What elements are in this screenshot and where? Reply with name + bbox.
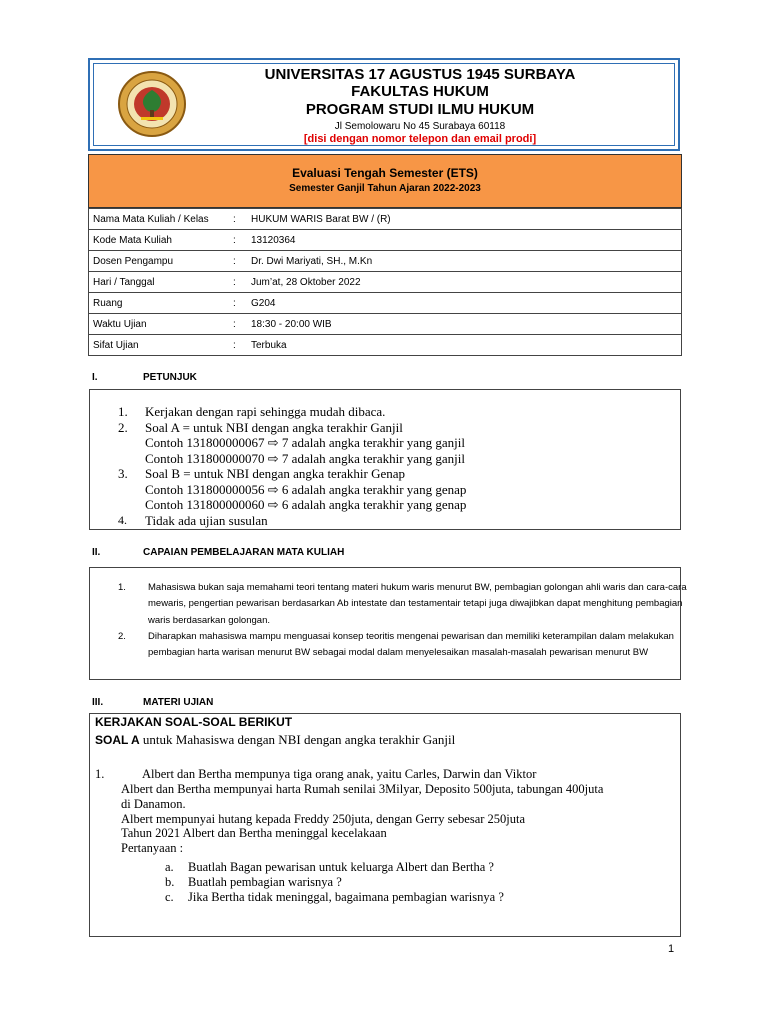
q1-line: Albert dan Bertha mempunya tiga orang anak, yaitu Carles, Darwin dan Viktor	[142, 767, 537, 781]
list-item	[165, 890, 645, 905]
list-item	[165, 860, 645, 875]
university-logo-icon	[117, 70, 187, 138]
faculty-name: FAKULTAS HUKUM	[351, 83, 489, 100]
q1-line: Albert dan Bertha mempunyai harta Rumah senilai 3Milyar, Deposito 500juta, tabungan 400juta	[121, 782, 604, 796]
question-list	[165, 860, 645, 904]
q1-line: di Danamon.	[121, 796, 186, 811]
item-text: Soal B = untuk NBI dengan angka terakhir Genap	[145, 466, 406, 481]
item-num: 1.	[118, 582, 126, 593]
list-item	[118, 451, 668, 467]
item-text: Buatlah Bagan pewarisan untuk keluarga Albert dan Bertha ?	[188, 860, 494, 874]
q1-line: Albert mempunyai hutang kepada Freddy 250juta, dengan Gerry sebesar 250juta	[121, 811, 526, 826]
university-name: UNIVERSITAS 17 AGUSTUS 1945 SURBAYA	[264, 66, 576, 83]
list-item	[118, 404, 668, 420]
exam-title-band	[88, 154, 682, 208]
exam-info-table	[88, 208, 682, 356]
item-text: Tidak ada ujian susulan	[145, 512, 268, 528]
program-name: PROGRAM STUDI ILMU HUKUM	[305, 101, 535, 118]
section-title: MATERI UJIAN	[143, 697, 214, 708]
q1-num: 1.	[95, 767, 105, 781]
info-sep: :	[233, 335, 247, 356]
item-text: Contoh 131800000056 ⇨ 6 adalah angka terakhir yang genap	[145, 481, 467, 497]
info-value: 18:30 - 20:00 WIB	[247, 314, 682, 335]
info-sep: :	[233, 209, 247, 230]
item-num: 3.	[118, 466, 128, 481]
item-text: Buatlah pembagian warisnya ?	[188, 874, 342, 889]
item-num: b.	[165, 874, 175, 889]
info-value: G204	[247, 293, 682, 314]
info-sep: :	[233, 272, 247, 293]
item-text: Contoh 131800000070 ⇨ 7 adalah angka terakhir yang ganjil	[145, 450, 465, 466]
materi-heading: KERJAKAN SOAL-SOAL BERIKUT	[95, 715, 293, 729]
item-text: Kerjakan dengan rapi sehingga mudah dibaca.	[145, 404, 386, 419]
item-num: 2.	[118, 419, 128, 435]
item-text: Soal A = untuk NBI dengan angka terakhir Ganjil	[145, 419, 403, 435]
section-title: PETUNJUK	[143, 372, 197, 383]
info-sep: :	[233, 314, 247, 335]
item-text: Jika Bertha tidak meninggal, bagaimana pembagian warisnya ?	[188, 889, 504, 904]
item-num: 2.	[118, 631, 126, 642]
info-label: Nama Mata Kuliah / Kelas	[89, 209, 234, 230]
info-value: HUKUM WARIS Barat BW / (R)	[247, 209, 682, 230]
info-label: Dosen Pengampu	[89, 251, 234, 272]
capaian-list	[118, 580, 687, 675]
section-title: CAPAIAN PEMBELAJARAN MATA KULIAH	[143, 547, 345, 558]
table-row	[89, 335, 682, 356]
page-number: 1	[668, 943, 675, 955]
table-row	[89, 251, 682, 272]
list-item	[118, 513, 668, 529]
list-item	[118, 497, 668, 513]
item-text: Mahasiswa bukan saja memahami teori tentang materi hukum waris menurut BW, pembagian golongan ahli waris dan cara-cara mewaris, pengertian pewarisan berdasarkan Ab intestate dan testamentair tetapi juga diwajibkan dapat menghitung pembagian waris berdasarkan golongan.	[148, 582, 687, 626]
soal-desc: untuk Mahasiswa dengan NBI dengan angka terakhir Ganjil	[139, 732, 456, 747]
item-text: Contoh 131800000060 ⇨ 6 adalah angka terakhir yang genap	[145, 497, 467, 512]
info-sep: :	[233, 251, 247, 272]
exam-subtitle: Semester Ganjil Tahun Ajaran 2022-2023	[289, 183, 481, 194]
section-number: I.	[92, 372, 98, 383]
info-sep: :	[233, 230, 247, 251]
list-item	[118, 466, 668, 482]
info-label: Waktu Ujian	[89, 314, 234, 335]
list-item	[165, 875, 645, 890]
table-row	[89, 209, 682, 230]
item-num: c.	[165, 889, 174, 904]
contact-note: [disi dengan nomor telepon dan email prodi]	[303, 133, 537, 145]
table-row	[89, 314, 682, 335]
info-sep: :	[233, 293, 247, 314]
item-num: 4.	[118, 512, 127, 527]
list-item	[118, 482, 668, 498]
soal-line	[95, 732, 455, 748]
list-item	[118, 435, 668, 451]
info-value: Dr. Dwi Mariyati, SH., M.Kn	[247, 251, 682, 272]
exam-title: Evaluasi Tengah Semester (ETS)	[292, 166, 478, 180]
info-label: Ruang	[89, 293, 234, 314]
petunjuk-list	[118, 404, 668, 528]
item-num: 1.	[118, 404, 128, 419]
table-row	[89, 230, 682, 251]
info-label: Sifat Ujian	[89, 335, 234, 356]
q1-line: Pertanyaan :	[121, 841, 184, 856]
item-text: Contoh 131800000067 ⇨ 7 adalah angka terakhir yang ganjil	[145, 435, 465, 450]
info-label: Hari / Tanggal	[89, 272, 234, 293]
table-row	[89, 272, 682, 293]
address: Jl Semolowaru No 45 Surabaya 60118	[334, 121, 506, 132]
info-label: Kode Mata Kuliah	[89, 230, 234, 251]
section-number: III.	[92, 697, 104, 708]
info-value: Jum’at, 28 Oktober 2022	[247, 272, 682, 293]
info-value: Terbuka	[247, 335, 682, 356]
soal-label: SOAL A	[95, 733, 140, 747]
item-num: a.	[165, 860, 174, 874]
table-row	[89, 293, 682, 314]
section-number: II.	[92, 547, 101, 558]
list-item	[118, 420, 668, 436]
info-value: 13120364	[247, 230, 682, 251]
q1-body	[121, 782, 603, 856]
q1-line: Tahun 2021 Albert dan Bertha meninggal kecelakaan	[121, 826, 387, 841]
item-text: Diharapkan mahasiswa mampu menguasai konsep teoritis mengenai pewarisan dan memiliki keterampilan dalam melakukan pembagian harta warisan menurut BW sebagai modal dalam menyelesaikan masalah-masalah pewarisan menurut BW	[148, 631, 674, 659]
